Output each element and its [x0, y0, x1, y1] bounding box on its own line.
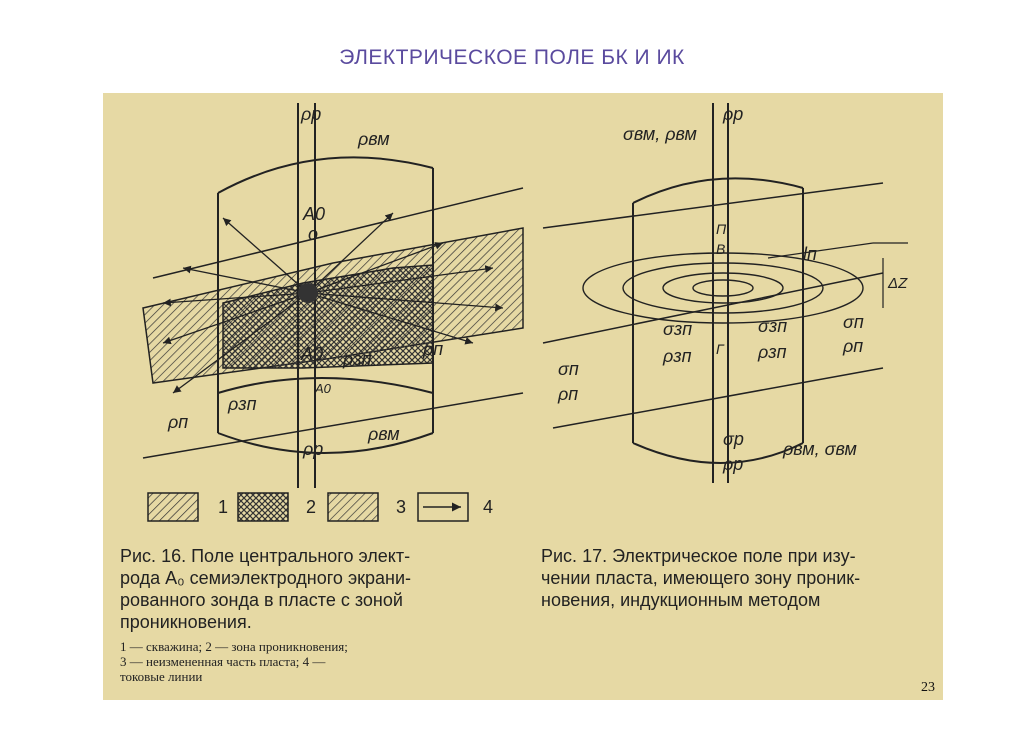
fig16-rho-p-top: ρр: [301, 104, 322, 124]
slide-title: ЭЛЕКТРИЧЕСКОЕ ПОЛЕ БК И ИК: [339, 46, 685, 69]
legend-num-4: 4: [483, 497, 494, 517]
fig17-l-p: lп: [803, 244, 817, 264]
caption16-line: рода А₀ семиэлектродного экрани-: [120, 568, 412, 588]
fig16-rho-vm-top: ρвм: [358, 129, 390, 149]
fig16-a0-low: А0: [315, 381, 331, 396]
legend-num-1: 1: [218, 497, 229, 517]
fig17-rho-r: ρр: [723, 454, 744, 474]
fig17-sigma-p-right: σп: [843, 312, 864, 332]
scanned-page: [103, 93, 943, 700]
fig16-rho-p-right: ρп: [423, 339, 444, 359]
legend16-line: 3 — неизмененная часть пласта; 4 —: [120, 654, 326, 669]
fig17-sigma-vm-top: σвм, ρвм: [623, 124, 697, 144]
fig17-rho-zp-right: ρзп: [758, 342, 787, 362]
fig17-sigma-p-left: σп: [558, 359, 579, 379]
fig17-G: Г: [716, 341, 724, 357]
fig16-rho-zp: ρзп: [343, 349, 372, 369]
legend-num-2: 2: [306, 497, 317, 517]
fig17-delta-z: ΔZ: [888, 275, 908, 292]
caption16-line: проникновения.: [120, 612, 252, 632]
fig17-vm-bottom: ρвм, σвм: [783, 439, 857, 459]
fig17-B: В: [716, 241, 726, 257]
page-number: 23: [921, 680, 935, 695]
fig16-a0-mid: А0: [301, 344, 324, 364]
figure16-legend-text: [120, 639, 490, 684]
figure17-drawing: [543, 103, 908, 483]
caption17-line: новения, индукционным методом: [541, 590, 821, 610]
caption16-line: рованного зонда в пласте с зоной: [120, 590, 403, 610]
legend16-line: токовые линии: [120, 669, 203, 684]
fig17-rho-p-top: ρр: [723, 104, 744, 124]
fig16-rho-vm-bottom: ρвм: [368, 424, 400, 444]
fig16-rho-p-left: ρп: [168, 412, 189, 432]
fig17-sigma-zp: σзп: [663, 319, 693, 339]
legend-num-3: 3: [396, 497, 407, 517]
figure17-caption: [541, 545, 931, 611]
fig16-a0-top: А0: [303, 204, 326, 224]
caption17-line: Рис. 17. Электрическое поле при изу-: [541, 546, 856, 566]
fig17-rho-zp: ρзп: [663, 346, 692, 366]
caption16-line: Рис. 16. Поле центрального элект-: [120, 546, 411, 566]
fig17-P: П: [716, 221, 727, 237]
legend16-line: 1 — скважина; 2 — зона проникновения;: [120, 639, 348, 654]
fig17-sigma-zp-right: σзп: [758, 316, 788, 336]
fig17-sigma-r: σр: [723, 429, 744, 449]
fig17-rho-p-right: ρп: [843, 336, 864, 356]
figure16-drawing: [143, 103, 523, 488]
figure16-caption: [120, 545, 490, 633]
fig16-o: о: [308, 224, 319, 244]
caption17-line: чении пласта, имеющего зону проник-: [541, 568, 861, 588]
fig16-rho-zp-low: ρзп: [228, 394, 257, 414]
fig16-rho-p-bottom: ρр: [303, 439, 324, 459]
fig17-rho-p-left: ρп: [558, 384, 579, 404]
